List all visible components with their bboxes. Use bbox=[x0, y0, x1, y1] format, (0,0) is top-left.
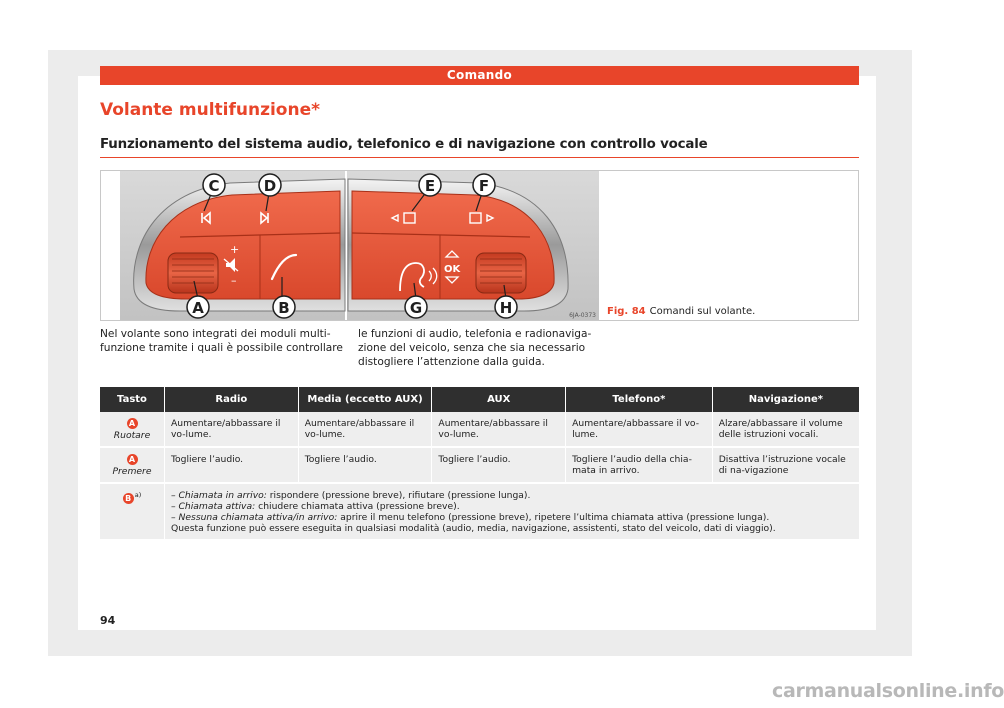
steering-controls-figure bbox=[120, 171, 599, 320]
table-key-cell bbox=[100, 448, 165, 484]
table-cell: Togliere l’audio. bbox=[165, 448, 299, 484]
table-header: Radio bbox=[165, 387, 299, 412]
figure-caption bbox=[607, 306, 755, 317]
b-line-label: – Chiamata in arrivo: bbox=[171, 490, 267, 501]
b-line-text: aprire il menu telefono (pressione breve), ripetere l’ultima chiamata attiva (pressione lunga). bbox=[337, 512, 770, 523]
key-action: Ruotare bbox=[113, 430, 151, 441]
controls-table bbox=[100, 387, 859, 541]
intro-column-1: Nel volante sono integrati dei moduli multi-funzione tramite i quali è possibile controllare bbox=[100, 328, 343, 354]
svg-text:F: F bbox=[478, 177, 490, 195]
ok-glyph: OK bbox=[444, 264, 461, 275]
b-line bbox=[171, 523, 853, 534]
page-title: Volante multifunzione* bbox=[100, 100, 321, 120]
b-line-text: Questa funzione può essere eseguita in qualsiasi modalità (audio, media, navigazione, assistenti, stato del veicolo, dati di viaggio). bbox=[171, 523, 776, 534]
callout-b bbox=[273, 296, 295, 318]
svg-text:B: B bbox=[278, 299, 290, 317]
table-cell: Togliere l’audio. bbox=[299, 448, 433, 484]
page-number: 94 bbox=[100, 614, 116, 627]
svg-text:C: C bbox=[208, 177, 220, 195]
table-cell: Disattiva l’istruzione vocale di na-vigazione bbox=[713, 448, 859, 484]
b-line-text: rispondere (pressione breve), rifiutare (pressione lunga). bbox=[266, 490, 531, 501]
table-cell: Togliere l’audio. bbox=[432, 448, 566, 484]
svg-text:E: E bbox=[424, 177, 436, 195]
figure-caption-text: Comandi sul volante. bbox=[649, 306, 756, 317]
figure-number: Fig. 84 bbox=[607, 306, 646, 317]
table-cell: Aumentare/abbassare il vo-lume. bbox=[165, 412, 299, 448]
subtitle-rule bbox=[100, 157, 859, 158]
b-line bbox=[171, 501, 853, 512]
steering-controls-illustration bbox=[120, 171, 599, 320]
volume-minus-glyph: – bbox=[231, 274, 237, 287]
table-cell: Aumentare/abbassare il vo-lume. bbox=[299, 412, 433, 448]
key-badge: A bbox=[127, 418, 138, 429]
callout-a bbox=[187, 296, 209, 318]
callout-d bbox=[259, 174, 281, 196]
table-key-cell bbox=[100, 484, 165, 541]
figure-code: 6JA-0373 bbox=[569, 312, 596, 319]
table-row bbox=[100, 448, 859, 484]
callout-e bbox=[419, 174, 441, 196]
b-line bbox=[171, 512, 853, 523]
svg-text:D: D bbox=[263, 177, 277, 195]
key-action: Premere bbox=[112, 466, 152, 477]
b-line-text: chiudere chiamata attiva (pressione breve). bbox=[255, 501, 460, 512]
b-line-label: – Chiamata attiva: bbox=[171, 501, 256, 512]
table-cell: Togliere l’audio della chia-mata in arrivo. bbox=[566, 448, 713, 484]
table-key-cell bbox=[100, 412, 165, 448]
table-header: Media (eccetto AUX) bbox=[299, 387, 433, 412]
table-header: Navigazione* bbox=[713, 387, 859, 412]
watermark: carmanualsonline.info bbox=[772, 680, 1004, 702]
table-cell-wide bbox=[165, 484, 859, 541]
intro-column-2: le funzioni di audio, telefonia e radionaviga-zione del veicolo, senza che sia necessario distogliere l’attenzione dalla guida. bbox=[358, 328, 592, 368]
svg-text:G: G bbox=[409, 299, 423, 317]
svg-text:H: H bbox=[499, 299, 513, 317]
callout-g bbox=[405, 296, 427, 318]
table-row bbox=[100, 484, 859, 541]
callout-c bbox=[203, 174, 225, 196]
table-header: Telefono* bbox=[566, 387, 713, 412]
table-header: AUX bbox=[432, 387, 566, 412]
section-header: Comando bbox=[100, 66, 859, 85]
table-cell: Aumentare/abbassare il vo-lume. bbox=[566, 412, 713, 448]
table-row bbox=[100, 412, 859, 448]
volume-plus-glyph: + bbox=[230, 243, 240, 256]
callout-f bbox=[473, 174, 495, 196]
footnote-marker: a) bbox=[134, 491, 142, 499]
page-subtitle: Funzionamento del sistema audio, telefonico e di navigazione con controllo vocale bbox=[100, 137, 708, 152]
key-badge: A bbox=[127, 454, 138, 465]
table-header: Tasto bbox=[100, 387, 165, 412]
key-badge: B bbox=[123, 493, 134, 504]
callout-h bbox=[495, 296, 517, 318]
b-line-label: – Nessuna chiamata attiva/in arrivo: bbox=[171, 512, 338, 523]
table-header-row bbox=[100, 387, 859, 412]
table-cell: Alzare/abbassare il volume delle istruzioni vocali. bbox=[713, 412, 859, 448]
svg-text:A: A bbox=[192, 299, 204, 317]
table-cell: Aumentare/abbassare il vo-lume. bbox=[432, 412, 566, 448]
b-line bbox=[171, 490, 853, 501]
